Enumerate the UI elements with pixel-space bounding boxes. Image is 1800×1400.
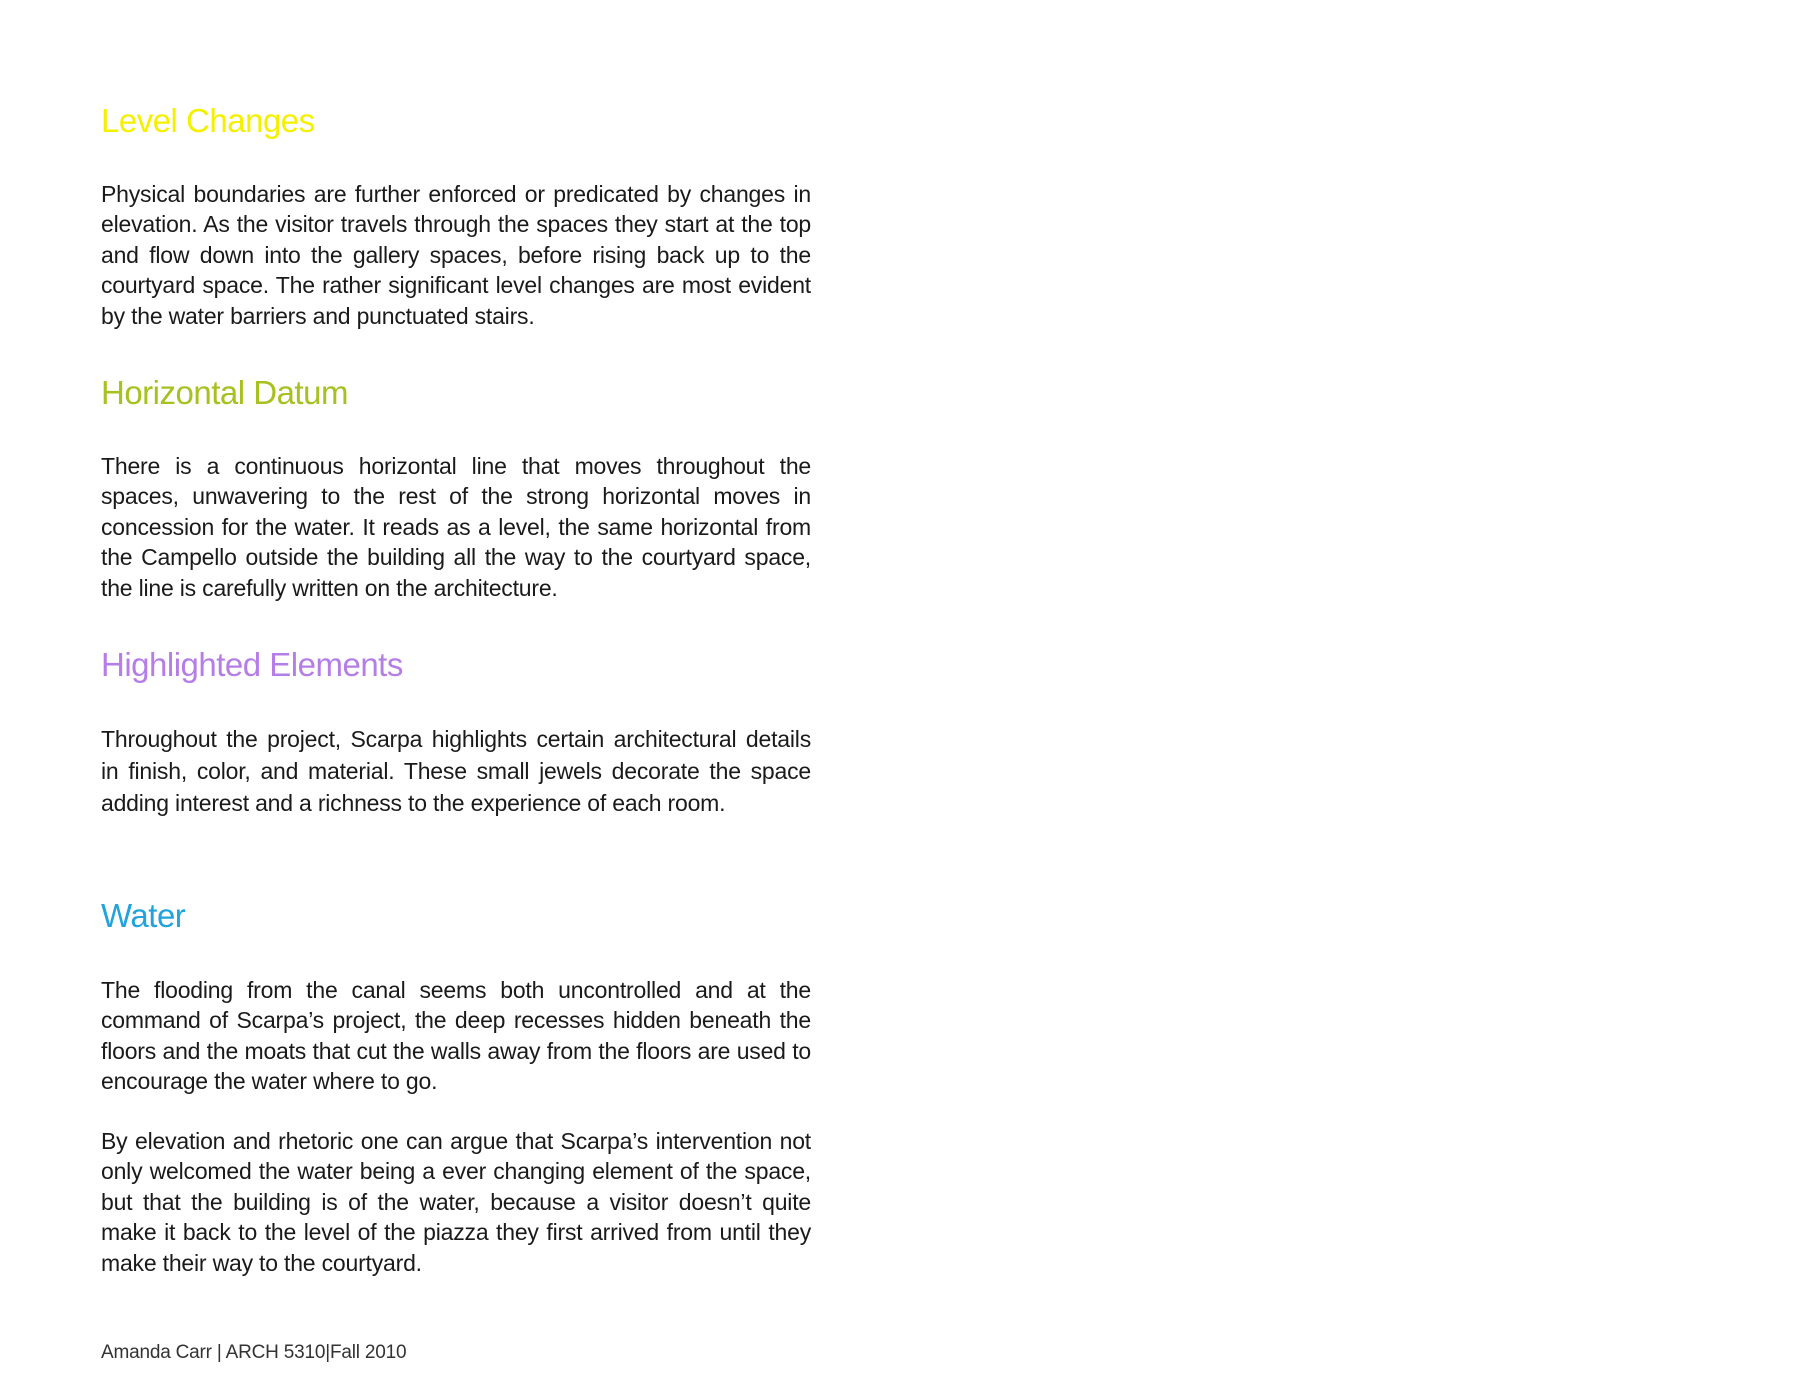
- heading-horizontal-datum: Horizontal Datum: [101, 374, 348, 411]
- footer-credit: Amanda Carr | ARCH 5310|Fall 2010: [101, 1342, 407, 1363]
- heading-level-changes: Level Changes: [101, 102, 315, 139]
- heading-water: Water: [101, 897, 186, 934]
- paragraph-highlighted-elements: Throughout the project, Scarpa highlights certain architectural details in finish, color, and material. These small jewels decorate the space adding interest and a richness to the experience of each room.: [101, 726, 811, 816]
- paragraph-horizontal-datum: There is a continuous horizontal line that moves throughout the spaces, unwavering to the rest of the strong horizontal moves in concession for the water. It reads as a level, the same horizontal from the Campello outside the building all the way to the courtyard space, the line is carefully written on the architecture.: [101, 453, 811, 601]
- paragraph-level-changes: Physical boundaries are further enforced or predicated by changes in elevation. As the visitor travels through the spaces they start at the top and flow down into the gallery spaces, before rising back up to the courtyard space. The rather significant level changes are most evident by the water barriers and punctuated stairs.: [101, 181, 811, 329]
- paragraph-water-2: By elevation and rhetoric one can argue that Scarpa’s intervention not only welcomed the water being a ever changing element of the space, but that the building is of the water, because a visitor doesn’t quite make it back to the level of the piazza they first arrived from until they make their way to the courtyard.: [101, 1128, 811, 1276]
- heading-highlighted-elements: Highlighted Elements: [101, 646, 403, 683]
- paragraph-water-1: The flooding from the canal seems both uncontrolled and at the command of Scarpa’s project, the deep recesses hidden beneath the floors and the moats that cut the walls away from the floors are used to encourage the water where to go.: [101, 977, 811, 1095]
